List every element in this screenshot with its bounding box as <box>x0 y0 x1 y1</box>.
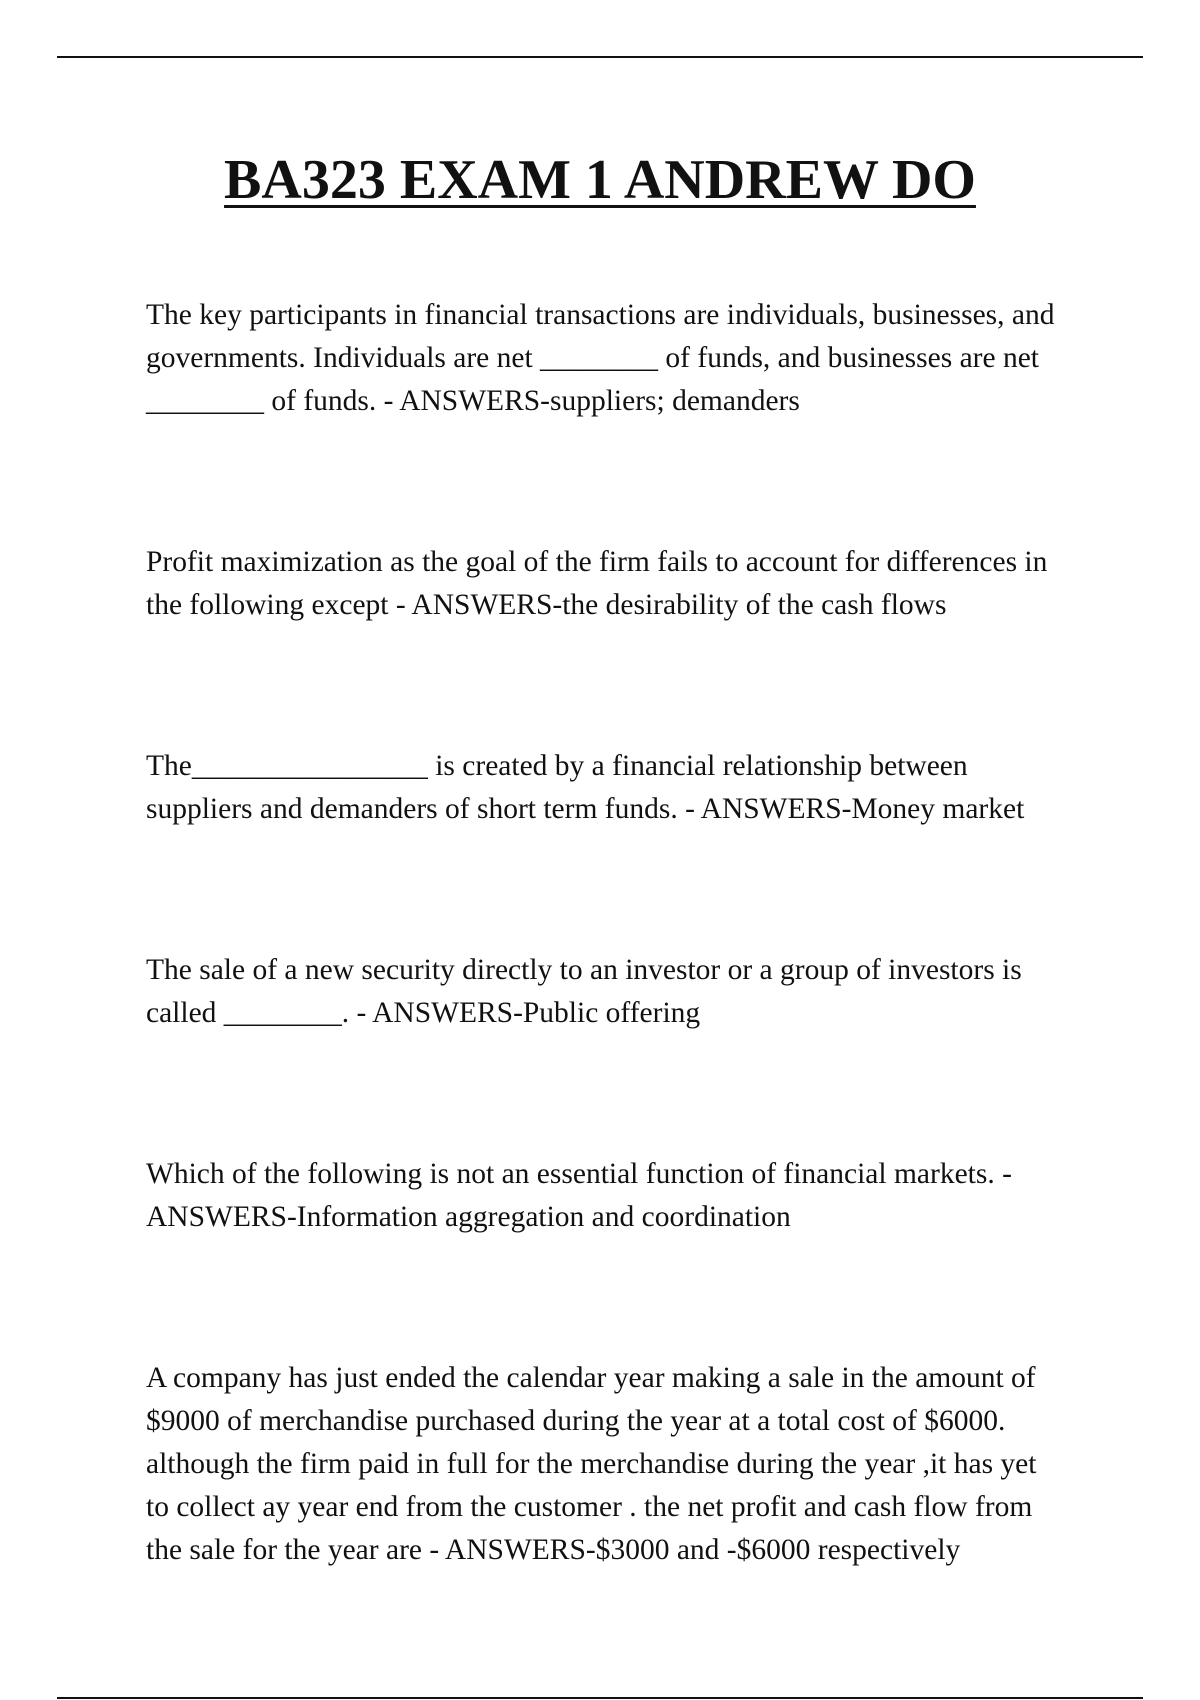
top-rule <box>57 56 1143 58</box>
qa-item-3: The________________ is created by a financial relationship between suppliers and demanders of short term funds. - ANSWERS-Money market <box>146 750 1025 825</box>
question-answer-list <box>146 294 1066 1572</box>
qa-item-6: A company has just ended the calendar year making a sale in the amount of $9000 of merchandise purchased during the year at a total cost of $6000. although the firm paid in full for the merchandise during the year ,it has yet to collect ay year end from the customer . the net profit and cash flow from the sale for the year are - ANSWERS-$3000 and -$6000 respectively <box>146 1362 1037 1566</box>
qa-item-5: Which of the following is not an essential function of financial markets. - ANSWERS-Information aggregation and coordination <box>146 1158 1012 1233</box>
qa-item-4: The sale of a new security directly to an investor or a group of investors is called ________. - ANSWERS-Public offering <box>146 954 1022 1029</box>
qa-item-2: Profit maximization as the goal of the firm fails to account for differences in the following except - ANSWERS-the desirability of the cash flows <box>146 546 1048 621</box>
document-title: BA323 EXAM 1 ANDREW DO <box>224 149 976 211</box>
bottom-rule <box>57 1697 1143 1699</box>
qa-item-1: The key participants in financial transactions are individuals, businesses, and governments. Individuals are net ________ of funds, and businesses are net ________ of funds. - ANSWERS-suppliers; demanders <box>146 299 1055 417</box>
